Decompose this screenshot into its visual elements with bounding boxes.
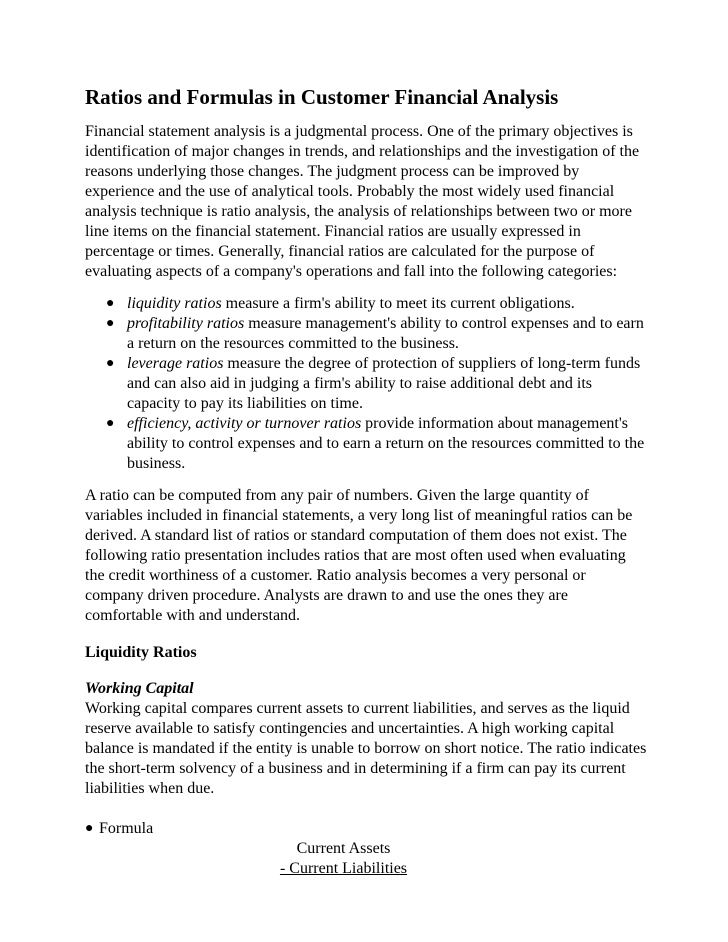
list-item xyxy=(85,414,647,474)
category-description: measure management's ability to control expenses and to earn a return on the resources committed to the business. xyxy=(127,315,644,352)
category-term: profitability ratios xyxy=(127,315,245,332)
intro-paragraph: Financial statement analysis is a judgmental process. One of the primary objectives is identification of major changes in trends, and relationships and the investigation of the reasons underlying those changes. The judgment process can be improved by experience and the use of analytical tools. Probably the most widely used financial analysis technique is ratio analysis, the analysis of relationships between two or more line items on the financial statement. Financial ratios are usually expressed in percentage or times. Generally, financial ratios are calculated for the purpose of evaluating aspects of a company's operations and fall into the following categories: xyxy=(85,123,640,280)
working-capital-section xyxy=(85,679,647,799)
bullet-icon: ● xyxy=(106,416,115,431)
working-capital-title: Working Capital xyxy=(85,680,194,697)
bullet-icon: ● xyxy=(106,356,115,371)
formula-line-1: Current Assets xyxy=(296,840,391,857)
category-description: measure the degree of protection of suppliers of long-term funds and can also aid in judging a firm's ability to raise additional debt and its capacity to pay its liabilities on time. xyxy=(127,355,641,412)
formula-calculation xyxy=(85,839,602,879)
bullet-icon: ● xyxy=(106,296,115,311)
formula-label: Formula xyxy=(99,820,154,837)
list-item xyxy=(85,314,647,354)
bullet-icon: ● xyxy=(106,316,115,331)
category-description: measure a firm's ability to meet its current obligations. xyxy=(221,295,575,312)
category-term: leverage ratios xyxy=(127,355,224,372)
page-title: Ratios and Formulas in Customer Financial Analysis xyxy=(85,85,559,109)
section-heading-liquidity: Liquidity Ratios xyxy=(85,644,197,661)
category-term: efficiency, activity or turnover ratios xyxy=(127,415,362,432)
bullet-icon: ● xyxy=(85,821,94,836)
list-item xyxy=(85,294,647,314)
formula-line-2: - Current Liabilities xyxy=(279,860,408,877)
ratio-paragraph: A ratio can be computed from any pair of numbers. Given the large quantity of variables included in financial statements, a very long list of meaningful ratios can be derived. A standard list of ratios or standard computation of them does not exist. The following ratio presentation includes ratios that are most often used when evaluating the credit worthiness of a customer. Ratio analysis becomes a very personal or company driven procedure. Analysts are drawn to and use the ones they are comfortable with and understand. xyxy=(85,487,633,624)
working-capital-text: Working capital compares current assets to current liabilities, and serves as the liquid reserve available to satisfy contingencies and uncertainties. A high working capital balance is mandated if the entity is unable to borrow on short notice. The ratio indicates the short-term solvency of a business and in determining if a firm can pay its current liabilities when due. xyxy=(85,700,647,797)
category-term: liquidity ratios xyxy=(127,295,222,312)
category-description: provide information about management's ability to control expenses and to earn a return on the resources committed to the business. xyxy=(127,415,645,472)
list-item xyxy=(85,354,647,414)
document-page xyxy=(85,84,647,879)
category-list xyxy=(85,294,647,474)
formula-item xyxy=(85,819,647,839)
